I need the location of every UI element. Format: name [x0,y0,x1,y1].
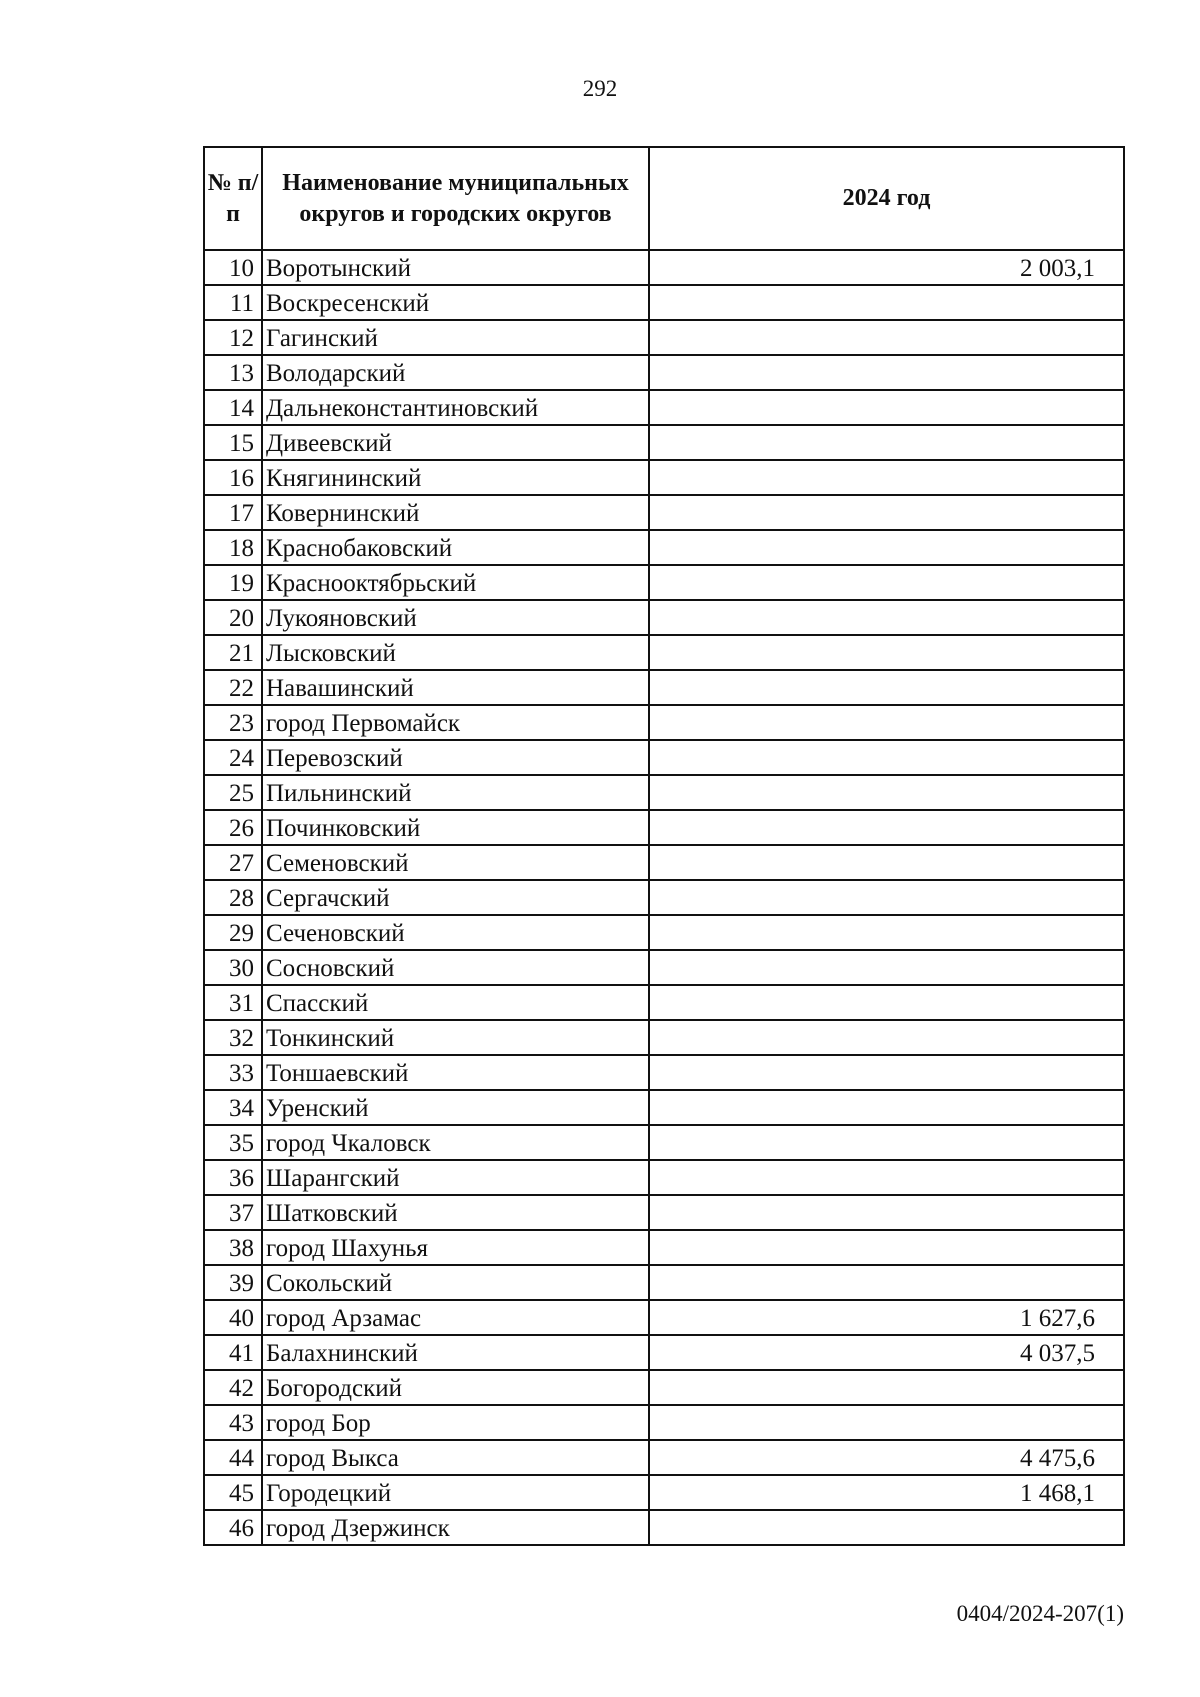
row-district-name: город Бор [262,1405,649,1440]
row-number: 40 [204,1300,262,1335]
row-value [649,880,1124,915]
table-row [204,495,1124,530]
row-value [649,985,1124,1020]
row-number: 23 [204,705,262,740]
table-row [204,635,1124,670]
table-row [204,1300,1124,1335]
row-value [649,1265,1124,1300]
table-row [204,810,1124,845]
row-district-name: Навашинский [262,670,649,705]
row-number: 28 [204,880,262,915]
row-value: 2 003,1 [649,250,1124,285]
table-row [204,460,1124,495]
table-row [204,1230,1124,1265]
table-body [204,250,1124,1545]
row-district-name: Лысковский [262,635,649,670]
row-district-name: Сергачский [262,880,649,915]
table-row [204,950,1124,985]
row-district-name: Тонкинский [262,1020,649,1055]
row-district-name: Лукояновский [262,600,649,635]
page-number: 292 [582,76,618,101]
row-district-name: Перевозский [262,740,649,775]
allocation-table [203,146,1125,1546]
table-row [204,1440,1124,1475]
table-row [204,355,1124,390]
row-value: 1 627,6 [649,1300,1124,1335]
row-number: 24 [204,740,262,775]
row-district-name: Володарский [262,355,649,390]
row-value [649,1195,1124,1230]
row-district-name: Починковский [262,810,649,845]
table-row [204,1405,1124,1440]
row-value [649,845,1124,880]
row-district-name: Балахнинский [262,1335,649,1370]
row-number: 13 [204,355,262,390]
table-row [204,775,1124,810]
row-district-name: Дивеевский [262,425,649,460]
row-value [649,810,1124,845]
row-district-name: Городецкий [262,1475,649,1510]
row-value [649,285,1124,320]
row-number: 29 [204,915,262,950]
row-district-name: город Шахунья [262,1230,649,1265]
table-row [204,530,1124,565]
row-value [649,425,1124,460]
table-row [204,1265,1124,1300]
table-row [204,705,1124,740]
table-row [204,740,1124,775]
row-number: 31 [204,985,262,1020]
row-value [649,670,1124,705]
row-value [649,1510,1124,1545]
row-district-name: Сеченовский [262,915,649,950]
row-value: 4 475,6 [649,1440,1124,1475]
row-value: 4 037,5 [649,1335,1124,1370]
table-row [204,1195,1124,1230]
row-value [649,495,1124,530]
row-value [649,1405,1124,1440]
row-district-name: Воскресенский [262,285,649,320]
row-number: 17 [204,495,262,530]
table-row [204,600,1124,635]
row-district-name: Богородский [262,1370,649,1405]
table-row [204,1090,1124,1125]
row-number: 25 [204,775,262,810]
row-value [649,775,1124,810]
row-value [649,1020,1124,1055]
table-row [204,390,1124,425]
row-value [649,320,1124,355]
row-number: 37 [204,1195,262,1230]
row-district-name: Ковернинский [262,495,649,530]
table-row [204,1055,1124,1090]
row-value [649,1160,1124,1195]
row-district-name: город Чкаловск [262,1125,649,1160]
table-row [204,1335,1124,1370]
row-number: 30 [204,950,262,985]
row-number: 32 [204,1020,262,1055]
row-district-name: Тоншаевский [262,1055,649,1090]
header-number: № п/п [204,147,262,250]
table-row [204,1370,1124,1405]
row-value [649,1090,1124,1125]
row-number: 16 [204,460,262,495]
table-header [204,147,1124,250]
row-district-name: Дальнеконстантиновский [262,390,649,425]
row-number: 34 [204,1090,262,1125]
table-row [204,985,1124,1020]
table-row [204,1125,1124,1160]
table-row [204,1020,1124,1055]
row-value [649,950,1124,985]
row-district-name: Пильнинский [262,775,649,810]
row-number: 46 [204,1510,262,1545]
row-district-name: город Выкса [262,1440,649,1475]
row-number: 14 [204,390,262,425]
row-district-name: Княгининский [262,460,649,495]
row-district-name: город Арзамас [262,1300,649,1335]
table-row [204,915,1124,950]
row-number: 38 [204,1230,262,1265]
row-number: 43 [204,1405,262,1440]
row-number: 19 [204,565,262,600]
row-district-name: Семеновский [262,845,649,880]
table-row [204,250,1124,285]
row-number: 11 [204,285,262,320]
row-number: 41 [204,1335,262,1370]
row-number: 45 [204,1475,262,1510]
table-row [204,285,1124,320]
row-value [649,740,1124,775]
document-code: 0404/2024-207(1) [956,1601,1124,1626]
row-district-name: Спасский [262,985,649,1020]
table-row [204,425,1124,460]
row-number: 27 [204,845,262,880]
row-district-name: Шарангский [262,1160,649,1195]
row-number: 15 [204,425,262,460]
table-row [204,845,1124,880]
row-value [649,915,1124,950]
row-district-name: Сосновский [262,950,649,985]
row-value [649,390,1124,425]
header-year: 2024 год [649,147,1124,250]
row-district-name: Краснобаковский [262,530,649,565]
row-number: 21 [204,635,262,670]
row-number: 20 [204,600,262,635]
row-number: 36 [204,1160,262,1195]
table-row [204,1475,1124,1510]
row-district-name: Уренский [262,1090,649,1125]
table-header-row [204,147,1124,250]
row-value [649,1230,1124,1265]
row-district-name: Сокольский [262,1265,649,1300]
row-number: 10 [204,250,262,285]
row-number: 12 [204,320,262,355]
row-district-name: Шатковский [262,1195,649,1230]
row-value: 1 468,1 [649,1475,1124,1510]
header-name: Наименование муниципальных округов и городских округов [262,147,649,250]
row-number: 35 [204,1125,262,1160]
table-row [204,1510,1124,1545]
row-value [649,635,1124,670]
row-value [649,460,1124,495]
row-district-name: Гагинский [262,320,649,355]
table-row [204,320,1124,355]
row-district-name: Краснооктябрьский [262,565,649,600]
table-row [204,880,1124,915]
row-district-name: город Дзержинск [262,1510,649,1545]
row-number: 39 [204,1265,262,1300]
row-number: 26 [204,810,262,845]
row-number: 42 [204,1370,262,1405]
row-number: 22 [204,670,262,705]
table-row [204,670,1124,705]
row-value [649,1125,1124,1160]
row-value [649,705,1124,740]
row-value [649,355,1124,390]
row-value [649,530,1124,565]
table-row [204,565,1124,600]
row-district-name: город Первомайск [262,705,649,740]
row-number: 33 [204,1055,262,1090]
row-value [649,600,1124,635]
row-value [649,1370,1124,1405]
row-district-name: Воротынский [262,250,649,285]
row-value [649,1055,1124,1090]
row-value [649,565,1124,600]
row-number: 44 [204,1440,262,1475]
table-row [204,1160,1124,1195]
row-number: 18 [204,530,262,565]
